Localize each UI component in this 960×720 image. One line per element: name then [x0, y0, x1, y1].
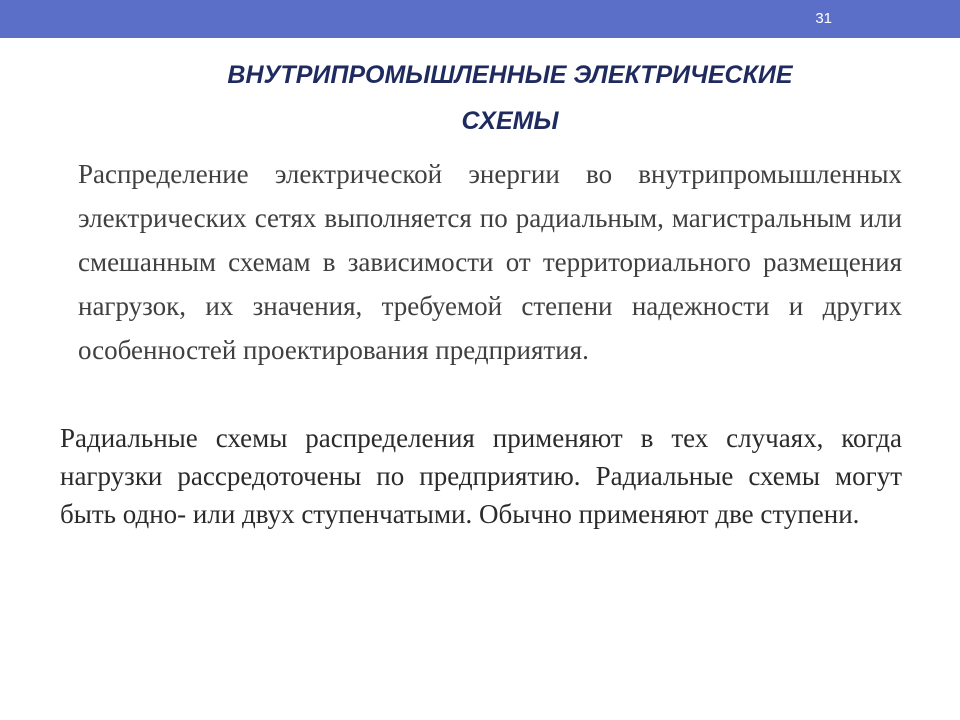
top-bar — [0, 0, 960, 38]
body-paragraph-2: Радиальные схемы распределения применяют в тех случаях, когда нагрузки рассредоточены по предприятию. Радиальные схемы могут быть одно- или двух ступенчатыми. Обычно применяют две ступени. — [60, 423, 902, 529]
slide-title-line-1: ВНУТРИПРОМЫШЛЕННЫЕ ЭЛЕКТРИЧЕСКИЕ — [227, 61, 793, 89]
slide-title-line-2: СХЕМЫ — [461, 107, 559, 135]
slide-title — [150, 52, 870, 144]
body-paragraph-1: Распределение электрической энергии во внутрипромышленных электрических сетях выполняется по радиальным, магистральным или смешанным схемам в зависимости от территориального размещения нагрузок, их значения, требуемой степени надежности и других особенностей проектирования предприятия. — [78, 159, 902, 365]
slide-number: 31 — [815, 10, 832, 27]
